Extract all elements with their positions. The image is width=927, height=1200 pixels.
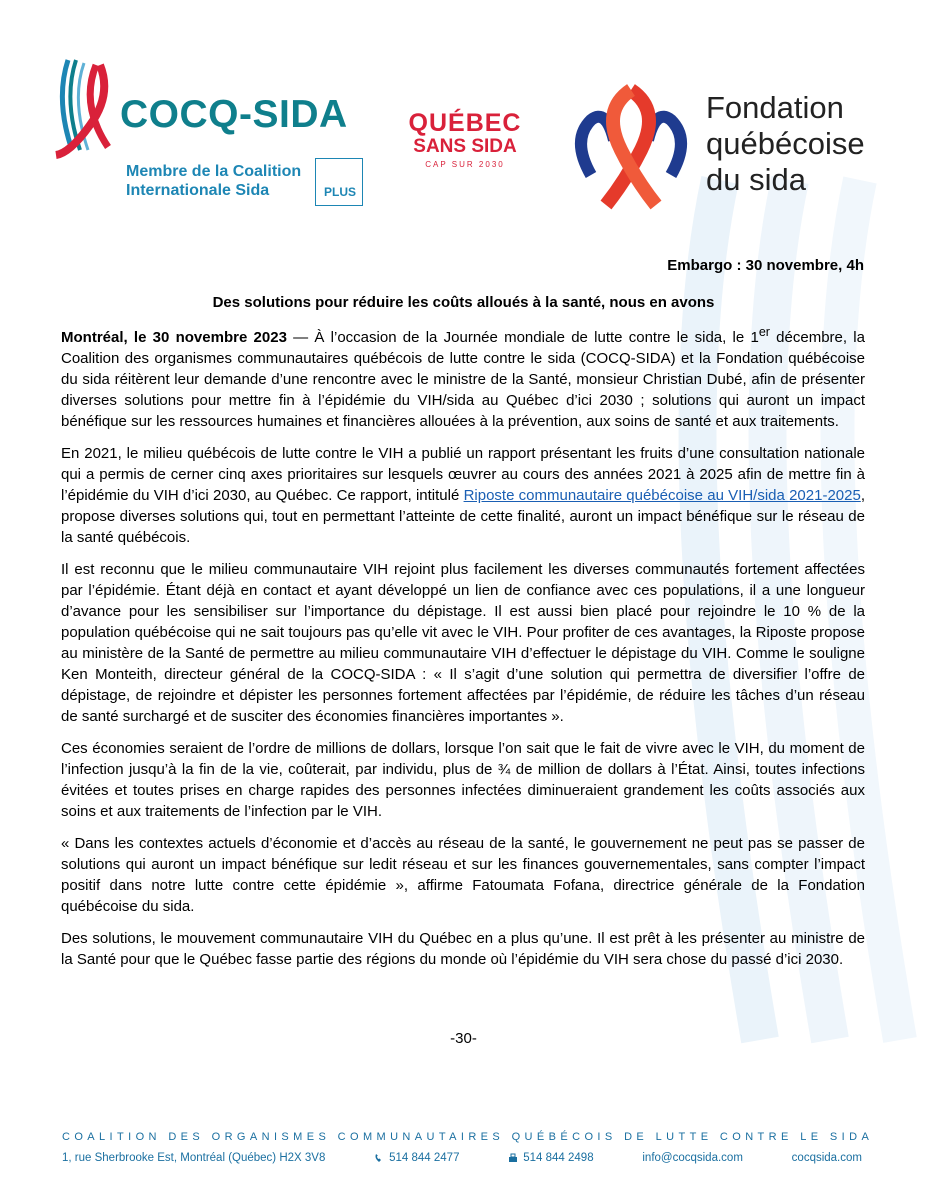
paragraph-1-text-b: décembre, la Coalition des organismes communautaires québécois de lutte contre le sida (COCQ-SIDA) et la Fondation québécoise du sida réitèrent leur demande d’une rencontre avec le ministre de la Santé, monsieur Christian Dubé, afin de présenter diverses solutions pour mettre fin à l’épidémie du VIH/sida au Québec d’ici 2030 ; solutions qui auront un impact bénéfique sur les ressources humaines et financières allouées à la prévention, aux soins de santé et aux traitements. [61,329,865,430]
quebec-sans-sida-logo [405,110,525,190]
press-release-headline: Des solutions pour réduire les coûts alloués à la santé, nous en avons [212,294,715,311]
footer-website-link[interactable]: cocqsida.com [791,1152,862,1164]
plus-badge-label: PLUS [324,185,357,199]
footer-address: 1, rue Sherbrooke Est, Montréal (Québec) H2X 3V8 [62,1152,326,1164]
paragraph-2 [61,443,865,548]
cocq-logo-subtitle [126,162,301,200]
superscript: er [758,325,770,339]
end-marker: -30- [450,1030,477,1047]
cocq-logo-subtitle-line1: Membre de la Coalition [126,163,302,180]
qss-logo-line2: SANS SIDA [413,136,517,157]
plus-badge [315,158,363,206]
footer-fax: 514 844 2498 [523,1152,594,1164]
paragraph-5: « Dans les contextes actuels d’économie et d’accès au réseau de la santé, le gouvernement ne peut pas se passer de solutions qui auront un impact bénéfique sur ledit réseau et sur les finances gouvernementales, sans compter l’impact positif dans notre lutte contre cette épidémie », affirme Fatoumata Fofana, directrice générale de la Fondation québécoise du sida. [61,835,865,915]
footer-org-name: COALITION DES ORGANISMES COMMUNAUTAIRES QUÉBÉCOIS DE LUTTE CONTRE LE SIDA [62,1131,874,1143]
ribbon-icon [566,80,696,210]
fqs-logo-line1: Fondation [706,90,844,125]
paragraph-3: Il est reconnu que le milieu communautaire VIH rejoint plus facilement les diverses communautés fortement affectées par l’épidémie. Étant déjà en contact et ayant développé un lien de confiance avec ces populations, il a une longueur d’avance pour les sensibiliser sur l’importance du dépistage. Il est aussi bien placé pour rejoindre le 10 % de la population québécoise qui ne sait toujours pas qu’elle vit avec le VIH. Pour profiter de ces avantages, la Riposte propose au ministère de la Santé de permettre au milieu communautaire VIH d’effectuer le dépistage du VIH. Comme le souligne Ken Monteith, directeur général de la COCQ-SIDA : « Il s’agit d’une solution qui permettra de diversifier l’offre de dépistage, de rejoindre et dépister les personnes fortement affectées par l’épidémie, de réduire les tâches d’un réseau de santé surchargé et de susciter des économies financières importantes ». [61,561,865,725]
footer-phone-item [374,1152,459,1164]
paragraph-4: Ces économies seraient de l’ordre de millions de dollars, lorsque l’on sait que le fait de vivre avec le VIH, du moment de l’infection jusqu’à la fin de la vie, coûterait, par individu, plus de ¾ de million de dollars à l’État. Ainsi, toutes infections évitées et toutes prises en charge rapides des personnes infectées diminueraient grandement les coûts associés aux soins et aux traitements de l’infection par le VIH. [61,740,865,820]
qss-logo-line1: QUÉBEC [408,109,522,137]
footer-fax-item [508,1152,593,1164]
riposte-report-link[interactable]: Riposte communautaire québécoise au VIH/sida 2021-2025 [463,487,861,504]
cocq-logo-subtitle-line2: Internationale Sida [126,182,270,199]
cocq-logo-title: COCQ-SIDA [120,93,348,136]
paragraph-2-text-a: En 2021, le milieu québécois de lutte contre le VIH a publié un rapport présentant les fruits d’une consultation nationale qui a permis de cerner cinq axes prioritaires sur lesquels œuvrer au cours des années 2021 à 2025 afin de mettre fin à l’épidémie du VIH d’ici 2030, au Québec. Ce rapport, intitulé [61,445,865,504]
dateline: Montréal, le 30 novembre 2023 [61,329,287,346]
fqs-logo-text [706,90,865,198]
footer-contact [62,1152,862,1164]
footer-phone: 514 844 2477 [389,1152,460,1164]
cocq-sida-logo [50,55,370,215]
fqs-logo-line3: du sida [706,162,806,197]
fax-icon [508,1153,518,1163]
phone-icon [374,1153,384,1163]
ribbon-icon [50,55,120,165]
fqs-logo-line2: québécoise [706,126,865,161]
footer-email-link[interactable]: info@cocqsida.com [642,1152,743,1164]
paragraph-1-text-a: — À l’occasion de la Journée mondiale de lutte contre le sida, le 1 [286,329,759,346]
paragraph-6: Des solutions, le mouvement communautaire VIH du Québec en a plus qu’une. Il est prêt à les présenter au ministre de la Santé pour que le Québec fasse partie des régions du monde où l’épidémie du VIH sera chose du passé d’ici 2030. [61,930,865,968]
qss-logo-line3: CAP SUR 2030 [425,160,505,169]
paragraph-1 [61,322,865,432]
embargo-notice: Embargo : 30 novembre, 4h [667,257,864,274]
paragraph-2-text-b: , propose diverses solutions qui, tout en permettant l’atteinte de cette finalité, auront un impact bénéfique sur le réseau de la santé québécois. [61,487,865,546]
fondation-quebecoise-sida-logo [566,80,886,210]
press-release-body [61,322,865,981]
